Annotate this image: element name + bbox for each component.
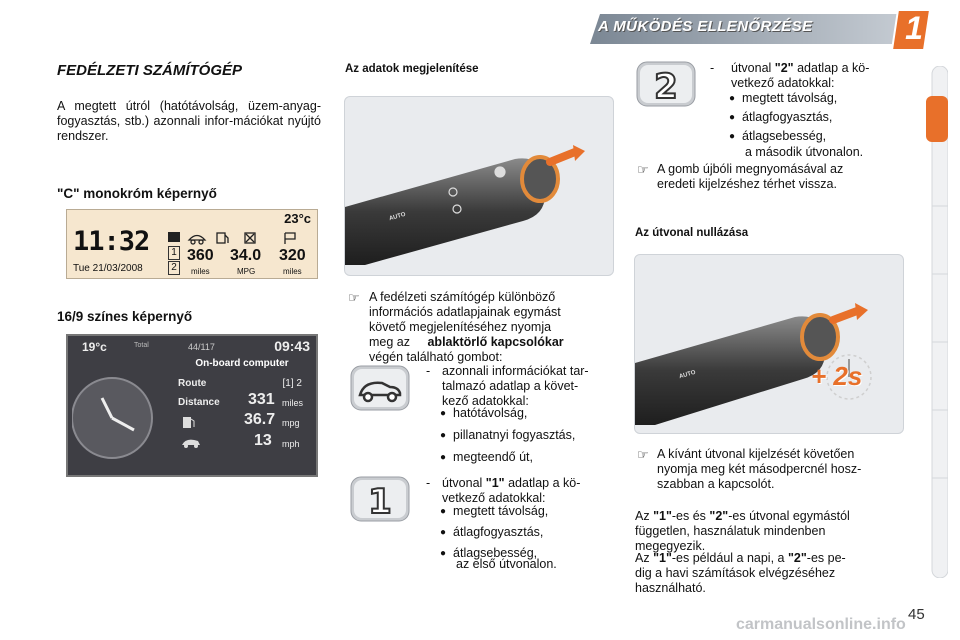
return-line-1: A gomb újbóli megnyomásával az bbox=[657, 162, 844, 176]
usage-line-3: használható. bbox=[635, 581, 706, 595]
chapter-number-badge bbox=[892, 8, 932, 52]
stalk-auto-label: AUTO bbox=[388, 211, 407, 223]
mono-date: Tue 21/03/2008 bbox=[73, 263, 143, 274]
group2-line-1: útvonal "1" adatlap a kö- bbox=[442, 476, 581, 490]
routes-line-2: független, használatuk mindenben bbox=[635, 524, 826, 538]
mono-unit-2: MPG bbox=[237, 267, 256, 276]
usage-paragraph bbox=[635, 551, 905, 596]
group2-list bbox=[440, 504, 548, 562]
list-item: ● átlagfogyasztás, bbox=[729, 110, 837, 126]
routes-line-1: Az "1"-es és "2"-es útvonal egymástól bbox=[635, 509, 850, 523]
mono-value-2: 34.0 bbox=[230, 247, 262, 264]
group2-line-2: vetkező adatokkal: bbox=[442, 491, 546, 505]
note-bullet-icon: ☞ bbox=[348, 290, 360, 305]
usage-line-2: dig a havi számítások elvégzéséhez bbox=[635, 566, 836, 580]
list-item: ● megtett távolság, bbox=[440, 504, 548, 520]
color-row-distance-label: Distance bbox=[178, 397, 220, 408]
instruction-line-2: információs adatlapjainak egymást bbox=[369, 305, 561, 319]
group1 bbox=[442, 364, 589, 409]
wiper-stalk-reset-illustration bbox=[634, 254, 904, 434]
display-subtitle: Az adatok megjelenítése bbox=[345, 63, 479, 75]
color-display-title: 16/9 színes képernyő bbox=[57, 309, 193, 324]
route-2-icon bbox=[636, 61, 696, 107]
instruction-line-5: végén található gombot: bbox=[369, 350, 503, 364]
routes-paragraph bbox=[635, 509, 905, 554]
color-route-value: [1] 2 bbox=[282, 378, 302, 389]
mono-display bbox=[66, 209, 318, 279]
svg-text:2: 2 bbox=[654, 67, 678, 107]
color-heading: On-board computer bbox=[195, 358, 289, 369]
group3-line-1: útvonal "2" adatlap a kö- bbox=[731, 61, 870, 75]
car-speed-icon bbox=[180, 435, 202, 449]
return-paragraph bbox=[657, 162, 843, 192]
color-indicator: Total bbox=[134, 342, 149, 349]
clock-icon bbox=[72, 366, 158, 466]
mono-value-1: 360 bbox=[187, 247, 214, 264]
color-row-2-value: 36.7 bbox=[244, 411, 276, 428]
list-item: ● pillanatnyi fogyasztás, bbox=[440, 428, 575, 444]
list-item: ● megtett távolság, bbox=[729, 91, 837, 107]
chapter-title: A MŰKÖDÉS ELLENŐRZÉSE bbox=[598, 18, 813, 35]
mono-time: 11:32 bbox=[73, 226, 150, 257]
reset-badge: + 2s bbox=[811, 361, 863, 391]
list-item: ● átlagsebesség, bbox=[729, 129, 837, 145]
reset-line-2: nyomja meg két másodpercnél hosz- bbox=[657, 462, 862, 476]
list-item: ● hatótávolság, bbox=[440, 406, 575, 422]
dash-1: - bbox=[426, 364, 431, 378]
note-bullet-icon: ☞ bbox=[637, 162, 649, 177]
group1-line-1: azonnali információkat tar- bbox=[442, 364, 589, 378]
dash-2: - bbox=[426, 476, 431, 490]
list-item: ● megteendő út, bbox=[440, 450, 575, 466]
instruction-line-3: követő megjelenítéséhez nyomja bbox=[369, 320, 552, 334]
usage-line-1: Az "1"-es például a napi, a "2"-es pe- bbox=[635, 551, 846, 565]
mono-display-title: "C" monokróm képernyő bbox=[57, 186, 217, 201]
group1-list bbox=[440, 406, 575, 466]
color-odometer: 44/117 bbox=[188, 342, 215, 352]
group2 bbox=[442, 476, 580, 506]
instruction-line-4: meg az ablaktörlő kapcsolókar bbox=[369, 335, 564, 349]
color-row-3-value: 13 bbox=[254, 432, 272, 449]
instruction-paragraph bbox=[369, 290, 615, 365]
color-temp: 19°c bbox=[82, 340, 107, 354]
route-1-icon bbox=[350, 476, 410, 522]
mono-value-3: 320 bbox=[279, 247, 306, 264]
mono-tab-2: 2 bbox=[168, 261, 180, 275]
group3-list bbox=[729, 91, 837, 145]
color-display bbox=[66, 334, 318, 477]
reset-line-1: A kívánt útvonal kijelzését követően bbox=[657, 447, 855, 461]
page-number: 45 bbox=[908, 606, 925, 623]
instruction-line-1: A fedélzeti számítógép különböző bbox=[369, 290, 556, 304]
reset-stalk-auto-label: AUTO bbox=[678, 369, 697, 381]
color-row-1-value: 331 bbox=[248, 391, 275, 408]
intro-paragraph: A megtett útról (hatótávolság, üzem-anyag-fogyasztás, stb.) azonnali infor-mációkat nyújtó rendszer. bbox=[57, 99, 321, 143]
watermark: carmanualsonline.info bbox=[736, 616, 906, 633]
color-row-3-unit: mph bbox=[282, 439, 300, 449]
reset-subtitle: Az útvonal nullázása bbox=[635, 227, 749, 239]
dash-3: - bbox=[710, 61, 715, 75]
group1-line-3: kező adatokkal: bbox=[442, 394, 529, 408]
fuel-pump-icon bbox=[182, 415, 196, 429]
mono-unit-3: miles bbox=[283, 267, 302, 276]
reset-paragraph bbox=[657, 447, 861, 492]
color-row-2-unit: mpg bbox=[282, 418, 300, 428]
list-item: ● átlagfogyasztás, bbox=[440, 525, 548, 541]
note-bullet-icon: ☞ bbox=[637, 447, 649, 462]
group3 bbox=[731, 61, 869, 91]
car-icon bbox=[350, 365, 410, 411]
wiper-stalk-illustration bbox=[344, 96, 614, 276]
list-item: ● átlagsebesség, bbox=[440, 546, 548, 562]
group3-line-2: vetkező adatokkal: bbox=[731, 76, 835, 90]
mono-unit-1: miles bbox=[191, 267, 210, 276]
color-row-1-unit: miles bbox=[282, 398, 304, 408]
chapter-number: 1 bbox=[905, 10, 923, 46]
reset-line-3: szabban a kapcsolót. bbox=[657, 477, 775, 491]
routes-line-3: megegyezik. bbox=[635, 539, 706, 553]
mono-icons bbox=[167, 230, 317, 246]
group3-end: a második útvonalon. bbox=[745, 145, 864, 159]
mono-tab-1: 1 bbox=[168, 246, 180, 260]
group1-line-2: talmazó adatlap a követ- bbox=[442, 379, 579, 393]
return-line-2: eredeti kijelzéshez térhet vissza. bbox=[657, 177, 837, 191]
color-route-label: Route bbox=[178, 378, 207, 389]
svg-text:1: 1 bbox=[368, 482, 392, 522]
group2-end: az első útvonalon. bbox=[456, 557, 557, 571]
color-time: 09:43 bbox=[274, 338, 310, 354]
mono-temp: 23°c bbox=[284, 211, 311, 226]
section-title: FEDÉLZETI SZÁMÍTÓGÉP bbox=[57, 62, 243, 79]
chapter-tabs bbox=[926, 66, 948, 578]
